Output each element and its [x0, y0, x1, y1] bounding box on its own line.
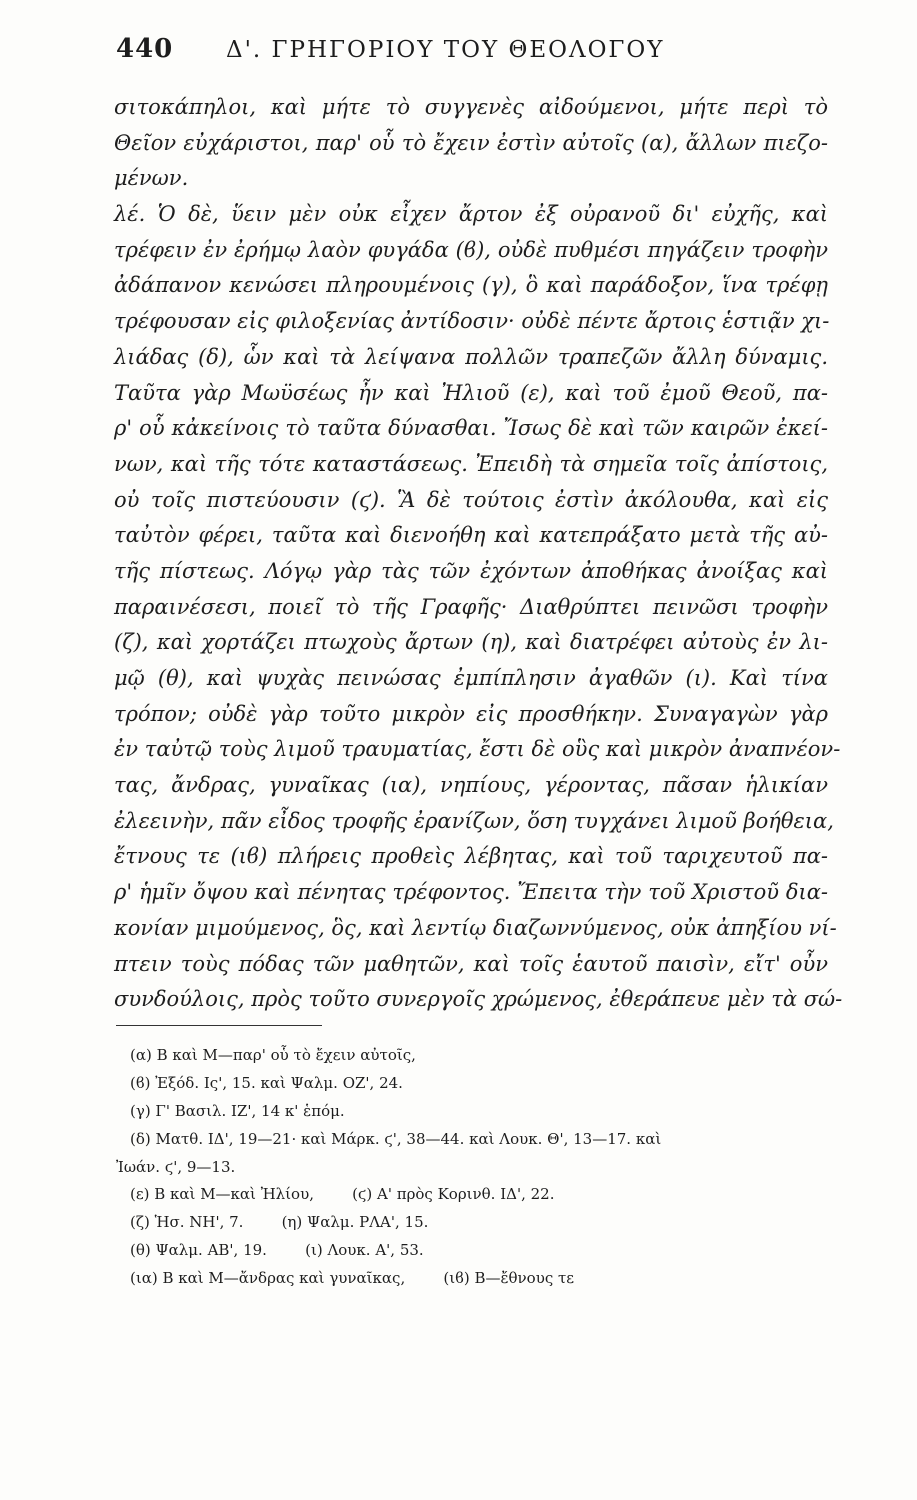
text-line: λιάδας (δ), ὧν καὶ τὰ λείψανα πολλῶν τραπεζῶν ἄλλη δύναμις. [114, 344, 828, 369]
text-line: λέ. Ὁ δὲ, ὕειν μὲν οὐκ εἶχεν ἄρτον ἐξ οὐρανοῦ δι' εὐχῆς, καὶ [114, 202, 828, 227]
text-line: κονίαν μιμούμενος, ὃς, καὶ λεντίῳ διαζωννύμενος, οὐκ ἀπηξίου νί- [114, 915, 837, 940]
text-line: ρ' οὗ κἀκείνοις τὸ ταῦτα δύνασθαι. Ἴσως δὲ καὶ τῶν καιρῶν ἐκεί- [114, 416, 828, 441]
footnote-continuation: Ἰωάν. ϛ', 9—13. [116, 1157, 236, 1176]
footnote: (ϐ) Ἐξόδ. Ις', 15. καὶ Ψαλμ. ΟΖ', 24. [130, 1073, 403, 1092]
text-line: μένων. [114, 166, 189, 191]
footnote: (ε) Β καὶ Μ—καὶ Ἠλίου, (ϛ) Α' πρὸς Κορινθ. ΙΔ', 22. [130, 1185, 555, 1204]
text-line: νων, καὶ τῆς τότε καταστάσεως. Ἐπειδὴ τὰ σημεῖα τοῖς ἀπίστοις, [114, 451, 828, 476]
footnote: (ζ) Ἡσ. ΝΗ', 7. (η) Ψαλμ. ΡΛΑ', 15. [130, 1213, 429, 1232]
text-line: Ταῦτα γὰρ Μωϋσέως ἦν καὶ Ἠλιοῦ (ε), καὶ τοῦ ἐμοῦ Θεοῦ, πα- [114, 380, 828, 405]
text-line: πτειν τοὺς πόδας τῶν μαθητῶν, καὶ τοῖς ἑαυτοῦ παισὶν, εἴτ' οὖν [114, 951, 828, 976]
text-line: τας, ἄνδρας, γυναῖκας (ια), νηπίους, γέροντας, πᾶσαν ἡλικίαν [114, 773, 828, 798]
text-line: τρέφουσαν εἰς φιλοξενίας ἀντίδοσιν· οὐδὲ πέντε ἄρτοις ἑστιᾷν χι- [114, 309, 830, 334]
text-line: ἐλεεινὴν, πᾶν εἶδος τροφῆς ἐρανίζων, ὅση τυγχάνει λιμοῦ βοήθεια, [114, 808, 834, 833]
text-line: παραινέσεσι, ποιεῖ τὸ τῆς Γραφῆς· Διαθρύπτει πεινῶσι τροφὴν [114, 594, 828, 619]
text-line: οὐ τοῖς πιστεύουσιν (ϛ). Ἃ δὲ τούτοις ἐστὶν ἀκόλουθα, καὶ εἰς [114, 487, 828, 512]
text-line: ἔτνους τε (ιϐ) πλήρεις προθεὶς λέβητας, καὶ τοῦ ταριχευτοῦ πα- [114, 844, 828, 869]
footnote: (α) Β καὶ Μ—παρ' οὗ τὸ ἔχειν αὐτοῖς, [130, 1046, 416, 1064]
text-line: ἐν ταὐτῷ τοὺς λιμοῦ τραυματίας, ἔστι δὲ οὓς καὶ μικρὸν ἀναπνέον- [114, 737, 841, 762]
footnote: (ια) Β καὶ Μ—ἄνδρας καὶ γυναῖκας, (ιϐ) Β—ἔθνους τε [130, 1269, 575, 1288]
text-line: ἀδάπανον κενώσει πληρουμένοις (γ), ὃ καὶ παράδοξον, ἵνα τρέφῃ [114, 273, 828, 298]
text-line: τρέφειν ἐν ἐρήμῳ λαὸν φυγάδα (ϐ), οὐδὲ πυθμέσι πηγάζειν τροφὴν [114, 237, 828, 262]
text-line: σιτοκάπηλοι, καὶ μήτε τὸ συγγενὲς αἰδούμενοι, μήτε περὶ τὸ [114, 95, 828, 119]
page-header [116, 34, 806, 74]
footnote: (δ) Ματθ. ΙΔ', 19—21· καὶ Μάρκ. ϛ', 38—44. καὶ Λουκ. Θ', 13—17. καὶ [130, 1129, 662, 1148]
text-line: (ζ), καὶ χορτάζει πτωχοὺς ἄρτων (η), καὶ διατρέφει αὐτοὺς ἐν λι- [114, 630, 828, 655]
text-line: Θεῖον εὐχάριστοι, παρ' οὗ τὸ ἔχειν ἐστὶν αὐτοῖς (α), ἄλλων πιεζο- [114, 130, 828, 155]
footnote: (θ) Ψαλμ. ΑΒ', 19. (ι) Λουκ. Α', 53. [130, 1241, 424, 1260]
footnotes [116, 1042, 830, 1293]
text-line: τῆς πίστεως. Λόγῳ γὰρ τὰς τῶν ἐχόντων ἀποθήκας ἀνοίξας καὶ [114, 558, 828, 583]
text-line: τρόπον; οὐδὲ γὰρ τοῦτο μικρὸν εἰς προσθήκην. Συναγαγὼν γὰρ [114, 701, 828, 726]
footnote: (γ) Γ' Βασιλ. ΙΖ', 14 κ' ἑπόμ. [130, 1101, 345, 1120]
text-line: ρ' ἡμῖν ὄψου καὶ πένητας τρέφοντος. Ἔπειτα τὴν τοῦ Χριστοῦ δια- [114, 880, 828, 905]
text-line: μῷ (θ), καὶ ψυχὰς πεινώσας ἐμπίπλησιν ἀγαθῶν (ι). Καὶ τίνα [114, 666, 828, 690]
text-line: ταὐτὸν φέρει, ταῦτα καὶ διενοήθη καὶ κατεπράξατο μετὰ τῆς αὐ- [114, 523, 828, 548]
footnote-rule [116, 1025, 322, 1026]
page-number: 440 [116, 34, 174, 64]
running-head: Δ'. ΓΡΗΓΟΡΙΟΥ ΤΟΥ ΘΕΟΛΟΓΟΥ [226, 37, 665, 63]
text-line: συνδούλοις, πρὸς τοῦτο συνεργοῖς χρώμενος, ἐθεράπευε μὲν τὰ σώ- [114, 987, 843, 1012]
body-text [114, 90, 843, 1018]
